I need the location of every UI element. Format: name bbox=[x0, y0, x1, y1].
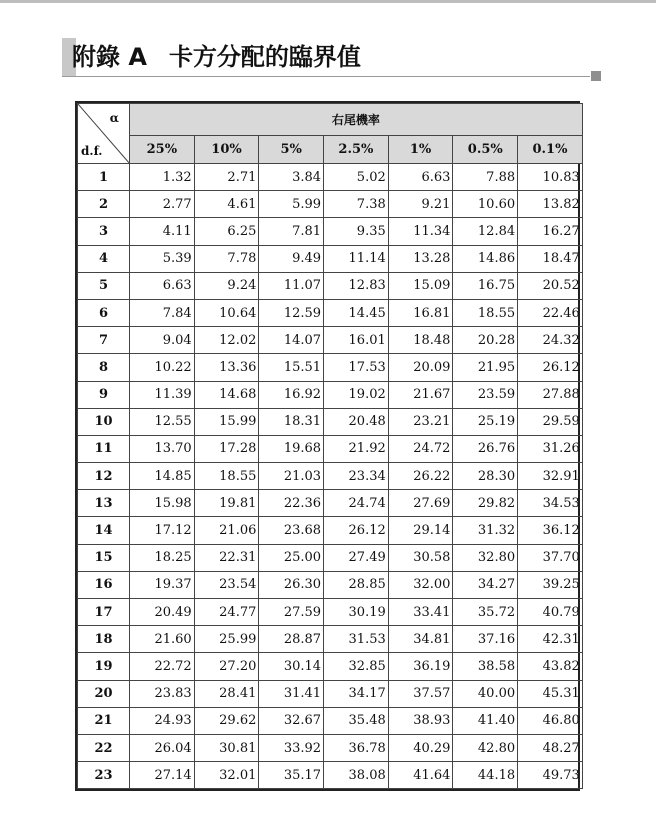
alpha-label: α bbox=[109, 111, 119, 125]
value-cell: 24.77 bbox=[194, 599, 259, 626]
value-cell: 26.04 bbox=[130, 734, 195, 761]
value-cell: 32.80 bbox=[453, 544, 518, 571]
df-cell: 12 bbox=[78, 463, 130, 490]
value-cell: 31.26 bbox=[518, 435, 583, 462]
df-cell: 18 bbox=[78, 626, 130, 653]
value-cell: 18.25 bbox=[130, 544, 195, 571]
table-row bbox=[78, 463, 583, 490]
value-cell: 34.27 bbox=[453, 571, 518, 598]
table-row bbox=[78, 571, 583, 598]
value-cell: 21.67 bbox=[388, 381, 453, 408]
page-title bbox=[72, 38, 361, 76]
column-header: 0.1% bbox=[518, 136, 583, 164]
title-prefix: 附錄 A bbox=[72, 43, 147, 71]
value-cell: 12.84 bbox=[453, 218, 518, 245]
value-cell: 11.34 bbox=[388, 218, 453, 245]
value-cell: 3.84 bbox=[259, 164, 324, 191]
value-cell: 26.22 bbox=[388, 463, 453, 490]
value-cell: 30.14 bbox=[259, 653, 324, 680]
value-cell: 2.71 bbox=[194, 164, 259, 191]
value-cell: 21.92 bbox=[324, 435, 389, 462]
value-cell: 42.80 bbox=[453, 734, 518, 761]
value-cell: 36.12 bbox=[518, 517, 583, 544]
df-cell: 17 bbox=[78, 599, 130, 626]
value-cell: 23.68 bbox=[259, 517, 324, 544]
value-cell: 7.81 bbox=[259, 218, 324, 245]
df-cell: 10 bbox=[78, 408, 130, 435]
column-header: 2.5% bbox=[324, 136, 389, 164]
table-row bbox=[78, 599, 583, 626]
chi-square-table-frame bbox=[75, 101, 580, 791]
value-cell: 17.28 bbox=[194, 435, 259, 462]
value-cell: 16.92 bbox=[259, 381, 324, 408]
value-cell: 7.38 bbox=[324, 191, 389, 218]
value-cell: 36.78 bbox=[324, 734, 389, 761]
value-cell: 22.31 bbox=[194, 544, 259, 571]
value-cell: 22.72 bbox=[130, 653, 195, 680]
column-header: 25% bbox=[130, 136, 195, 164]
df-cell: 16 bbox=[78, 571, 130, 598]
value-cell: 19.02 bbox=[324, 381, 389, 408]
df-cell: 21 bbox=[78, 707, 130, 734]
value-cell: 5.39 bbox=[130, 245, 195, 272]
value-cell: 12.55 bbox=[130, 408, 195, 435]
value-cell: 23.21 bbox=[388, 408, 453, 435]
value-cell: 16.01 bbox=[324, 327, 389, 354]
value-cell: 28.41 bbox=[194, 680, 259, 707]
table-row bbox=[78, 299, 583, 326]
corner-header-cell bbox=[78, 104, 130, 164]
value-cell: 46.80 bbox=[518, 707, 583, 734]
value-cell: 20.52 bbox=[518, 272, 583, 299]
value-cell: 18.55 bbox=[194, 463, 259, 490]
value-cell: 2.77 bbox=[130, 191, 195, 218]
value-cell: 48.27 bbox=[518, 734, 583, 761]
value-cell: 49.73 bbox=[518, 762, 583, 789]
df-cell: 22 bbox=[78, 734, 130, 761]
df-cell: 14 bbox=[78, 517, 130, 544]
value-cell: 41.40 bbox=[453, 707, 518, 734]
table-row bbox=[78, 762, 583, 789]
value-cell: 28.85 bbox=[324, 571, 389, 598]
table-row bbox=[78, 408, 583, 435]
value-cell: 25.00 bbox=[259, 544, 324, 571]
value-cell: 27.59 bbox=[259, 599, 324, 626]
value-cell: 25.99 bbox=[194, 626, 259, 653]
value-cell: 40.79 bbox=[518, 599, 583, 626]
value-cell: 29.14 bbox=[388, 517, 453, 544]
df-cell: 23 bbox=[78, 762, 130, 789]
value-cell: 30.81 bbox=[194, 734, 259, 761]
value-cell: 14.85 bbox=[130, 463, 195, 490]
value-cell: 27.69 bbox=[388, 490, 453, 517]
value-cell: 6.25 bbox=[194, 218, 259, 245]
top-rule bbox=[0, 0, 656, 3]
value-cell: 20.49 bbox=[130, 599, 195, 626]
column-header: 0.5% bbox=[453, 136, 518, 164]
value-cell: 12.59 bbox=[259, 299, 324, 326]
value-cell: 15.09 bbox=[388, 272, 453, 299]
value-cell: 26.12 bbox=[324, 517, 389, 544]
value-cell: 10.22 bbox=[130, 354, 195, 381]
value-cell: 24.72 bbox=[388, 435, 453, 462]
value-cell: 18.31 bbox=[259, 408, 324, 435]
value-cell: 21.60 bbox=[130, 626, 195, 653]
value-cell: 23.59 bbox=[453, 381, 518, 408]
value-cell: 31.32 bbox=[453, 517, 518, 544]
value-cell: 27.49 bbox=[324, 544, 389, 571]
value-cell: 27.20 bbox=[194, 653, 259, 680]
value-cell: 18.55 bbox=[453, 299, 518, 326]
df-cell: 15 bbox=[78, 544, 130, 571]
value-cell: 11.14 bbox=[324, 245, 389, 272]
value-cell: 28.87 bbox=[259, 626, 324, 653]
value-cell: 44.18 bbox=[453, 762, 518, 789]
value-cell: 13.70 bbox=[130, 435, 195, 462]
value-cell: 14.07 bbox=[259, 327, 324, 354]
value-cell: 32.01 bbox=[194, 762, 259, 789]
df-cell: 4 bbox=[78, 245, 130, 272]
value-cell: 9.21 bbox=[388, 191, 453, 218]
value-cell: 14.68 bbox=[194, 381, 259, 408]
title-square-marker bbox=[591, 71, 601, 81]
value-cell: 19.81 bbox=[194, 490, 259, 517]
value-cell: 20.48 bbox=[324, 408, 389, 435]
value-cell: 7.78 bbox=[194, 245, 259, 272]
value-cell: 5.99 bbox=[259, 191, 324, 218]
table-row bbox=[78, 680, 583, 707]
value-cell: 41.64 bbox=[388, 762, 453, 789]
value-cell: 16.27 bbox=[518, 218, 583, 245]
value-cell: 25.19 bbox=[453, 408, 518, 435]
df-cell: 20 bbox=[78, 680, 130, 707]
df-cell: 6 bbox=[78, 299, 130, 326]
value-cell: 18.48 bbox=[388, 327, 453, 354]
table-row bbox=[78, 626, 583, 653]
value-cell: 45.31 bbox=[518, 680, 583, 707]
value-cell: 21.95 bbox=[453, 354, 518, 381]
value-cell: 9.35 bbox=[324, 218, 389, 245]
table-row bbox=[78, 653, 583, 680]
value-cell: 9.24 bbox=[194, 272, 259, 299]
value-cell: 38.58 bbox=[453, 653, 518, 680]
table-row bbox=[78, 707, 583, 734]
table-row bbox=[78, 164, 583, 191]
df-label: d.f. bbox=[81, 144, 103, 158]
value-cell: 24.93 bbox=[130, 707, 195, 734]
value-cell: 14.45 bbox=[324, 299, 389, 326]
value-cell: 35.17 bbox=[259, 762, 324, 789]
value-cell: 12.83 bbox=[324, 272, 389, 299]
value-cell: 34.53 bbox=[518, 490, 583, 517]
value-cell: 27.14 bbox=[130, 762, 195, 789]
value-cell: 7.84 bbox=[130, 299, 195, 326]
value-cell: 32.00 bbox=[388, 571, 453, 598]
value-cell: 20.09 bbox=[388, 354, 453, 381]
value-cell: 1.32 bbox=[130, 164, 195, 191]
value-cell: 22.46 bbox=[518, 299, 583, 326]
value-cell: 33.92 bbox=[259, 734, 324, 761]
value-cell: 40.29 bbox=[388, 734, 453, 761]
value-cell: 29.82 bbox=[453, 490, 518, 517]
value-cell: 6.63 bbox=[130, 272, 195, 299]
df-cell: 13 bbox=[78, 490, 130, 517]
table-row bbox=[78, 327, 583, 354]
column-header: 1% bbox=[388, 136, 453, 164]
value-cell: 17.53 bbox=[324, 354, 389, 381]
table-row bbox=[78, 245, 583, 272]
value-cell: 27.88 bbox=[518, 381, 583, 408]
value-cell: 43.82 bbox=[518, 653, 583, 680]
value-cell: 7.88 bbox=[453, 164, 518, 191]
table-row bbox=[78, 381, 583, 408]
title-text: 卡方分配的臨界值 bbox=[168, 43, 361, 71]
table-row bbox=[78, 272, 583, 299]
df-cell: 2 bbox=[78, 191, 130, 218]
value-cell: 10.64 bbox=[194, 299, 259, 326]
value-cell: 12.02 bbox=[194, 327, 259, 354]
value-cell: 31.41 bbox=[259, 680, 324, 707]
value-cell: 32.67 bbox=[259, 707, 324, 734]
value-cell: 4.61 bbox=[194, 191, 259, 218]
table-row bbox=[78, 218, 583, 245]
value-cell: 42.31 bbox=[518, 626, 583, 653]
table-row bbox=[78, 435, 583, 462]
value-cell: 28.30 bbox=[453, 463, 518, 490]
value-cell: 15.99 bbox=[194, 408, 259, 435]
column-header: 10% bbox=[194, 136, 259, 164]
table-row bbox=[78, 544, 583, 571]
value-cell: 22.36 bbox=[259, 490, 324, 517]
tail-probability-header: 右尾機率 bbox=[130, 104, 583, 136]
value-cell: 14.86 bbox=[453, 245, 518, 272]
value-cell: 16.81 bbox=[388, 299, 453, 326]
value-cell: 34.81 bbox=[388, 626, 453, 653]
df-cell: 8 bbox=[78, 354, 130, 381]
value-cell: 37.57 bbox=[388, 680, 453, 707]
value-cell: 16.75 bbox=[453, 272, 518, 299]
table-row bbox=[78, 191, 583, 218]
value-cell: 4.11 bbox=[130, 218, 195, 245]
value-cell: 26.76 bbox=[453, 435, 518, 462]
value-cell: 32.91 bbox=[518, 463, 583, 490]
column-header: 5% bbox=[259, 136, 324, 164]
df-cell: 5 bbox=[78, 272, 130, 299]
df-cell: 9 bbox=[78, 381, 130, 408]
value-cell: 29.62 bbox=[194, 707, 259, 734]
value-cell: 21.03 bbox=[259, 463, 324, 490]
table-row bbox=[78, 354, 583, 381]
value-cell: 35.48 bbox=[324, 707, 389, 734]
value-cell: 9.04 bbox=[130, 327, 195, 354]
value-cell: 30.58 bbox=[388, 544, 453, 571]
value-cell: 30.19 bbox=[324, 599, 389, 626]
value-cell: 13.82 bbox=[518, 191, 583, 218]
value-cell: 26.12 bbox=[518, 354, 583, 381]
value-cell: 23.83 bbox=[130, 680, 195, 707]
value-cell: 18.47 bbox=[518, 245, 583, 272]
value-cell: 29.59 bbox=[518, 408, 583, 435]
value-cell: 10.83 bbox=[518, 164, 583, 191]
value-cell: 24.32 bbox=[518, 327, 583, 354]
value-cell: 13.36 bbox=[194, 354, 259, 381]
value-cell: 32.85 bbox=[324, 653, 389, 680]
df-cell: 7 bbox=[78, 327, 130, 354]
table-row bbox=[78, 734, 583, 761]
value-cell: 6.63 bbox=[388, 164, 453, 191]
value-cell: 33.41 bbox=[388, 599, 453, 626]
df-cell: 3 bbox=[78, 218, 130, 245]
value-cell: 40.00 bbox=[453, 680, 518, 707]
value-cell: 26.30 bbox=[259, 571, 324, 598]
value-cell: 13.28 bbox=[388, 245, 453, 272]
value-cell: 36.19 bbox=[388, 653, 453, 680]
value-cell: 37.70 bbox=[518, 544, 583, 571]
value-cell: 19.68 bbox=[259, 435, 324, 462]
value-cell: 39.25 bbox=[518, 571, 583, 598]
value-cell: 37.16 bbox=[453, 626, 518, 653]
value-cell: 23.34 bbox=[324, 463, 389, 490]
value-cell: 9.49 bbox=[259, 245, 324, 272]
value-cell: 5.02 bbox=[324, 164, 389, 191]
value-cell: 11.07 bbox=[259, 272, 324, 299]
value-cell: 23.54 bbox=[194, 571, 259, 598]
value-cell: 35.72 bbox=[453, 599, 518, 626]
table-row bbox=[78, 490, 583, 517]
value-cell: 38.08 bbox=[324, 762, 389, 789]
value-cell: 15.51 bbox=[259, 354, 324, 381]
value-cell: 20.28 bbox=[453, 327, 518, 354]
df-cell: 19 bbox=[78, 653, 130, 680]
value-cell: 10.60 bbox=[453, 191, 518, 218]
value-cell: 15.98 bbox=[130, 490, 195, 517]
value-cell: 34.17 bbox=[324, 680, 389, 707]
table-row bbox=[78, 517, 583, 544]
value-cell: 17.12 bbox=[130, 517, 195, 544]
value-cell: 31.53 bbox=[324, 626, 389, 653]
df-cell: 11 bbox=[78, 435, 130, 462]
chi-square-critical-values-table bbox=[77, 103, 583, 789]
title-underline bbox=[62, 76, 590, 77]
value-cell: 21.06 bbox=[194, 517, 259, 544]
value-cell: 11.39 bbox=[130, 381, 195, 408]
value-cell: 24.74 bbox=[324, 490, 389, 517]
value-cell: 38.93 bbox=[388, 707, 453, 734]
value-cell: 19.37 bbox=[130, 571, 195, 598]
df-cell: 1 bbox=[78, 164, 130, 191]
